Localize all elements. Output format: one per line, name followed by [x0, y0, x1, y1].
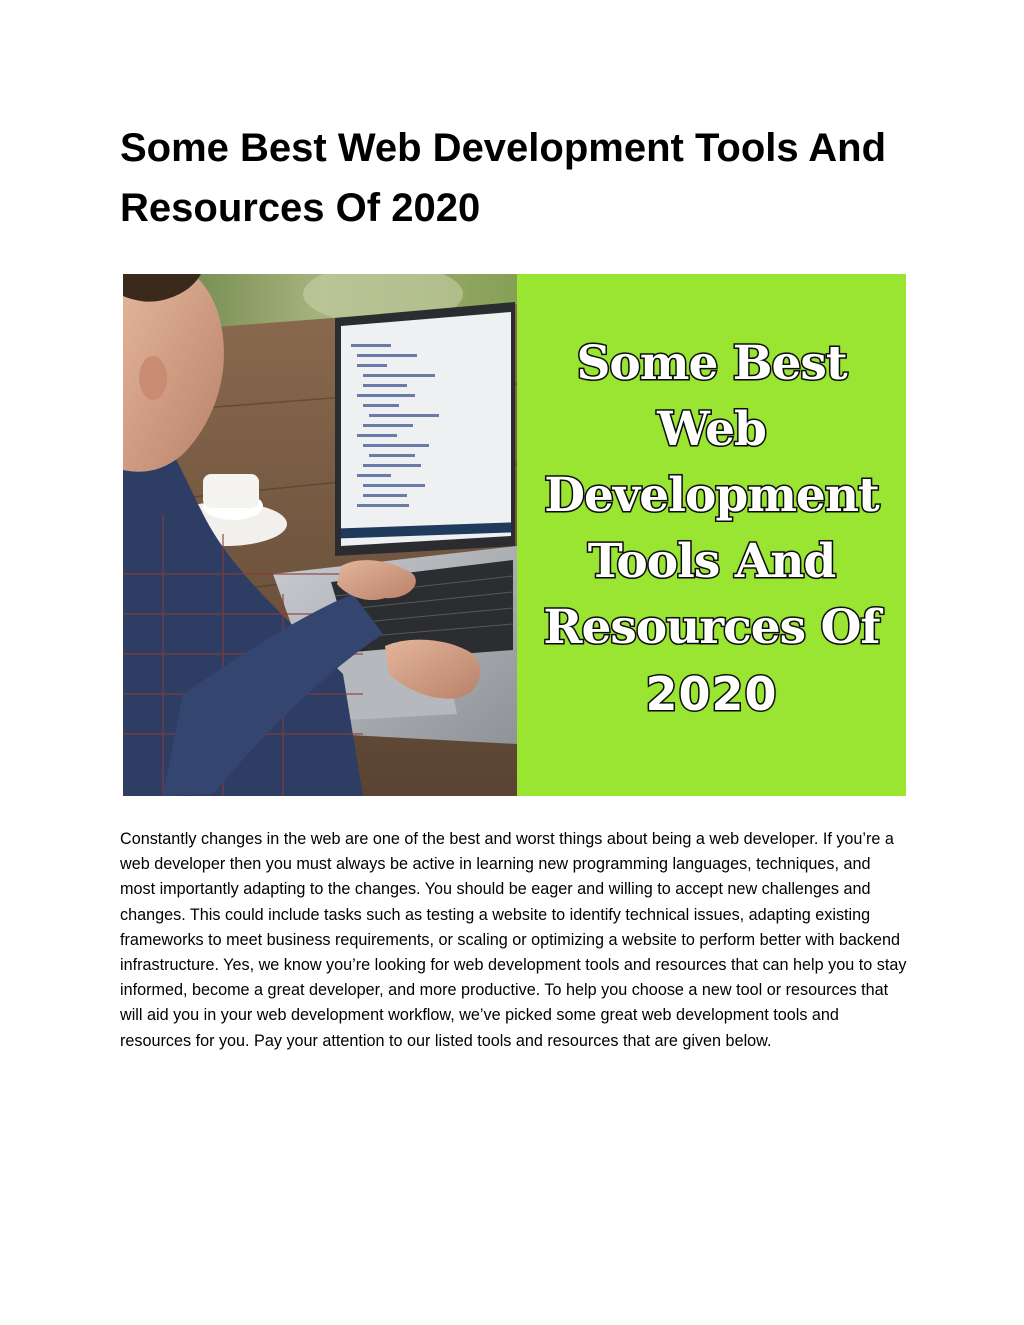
hero-photo-man-at-laptop: [123, 274, 517, 796]
hero-title-line: Tools And: [587, 534, 836, 589]
hero-title-year: 2020: [645, 667, 778, 721]
hero-title-line: Development: [544, 468, 879, 523]
hero-title-line: Resources Of: [543, 600, 880, 655]
hero-image: [123, 274, 906, 796]
hero-title-panel: [517, 274, 906, 796]
page-title: Some Best Web Development Tools And Resources Of 2020: [120, 126, 887, 230]
hero-title-line: Web: [657, 402, 766, 457]
hero-title-line: Some Best: [576, 336, 847, 391]
intro-paragraph: Constantly changes in the web are one of the best and worst things about being a web developer. If you’re a web developer then you must always be active in learning new programming languages, techniques, and most importantly adapting to the changes. You should be eager and willing to accept new challenges and changes. This could include tasks such as testing a website to identify technical issues, adapting existing frameworks to meet business requirements, or scaling or optimizing a website to perform better with backend infrastructure. Yes, we know you’re looking for web development tools and resources that can help you to stay informed, become a great developer, and more productive. To help you choose a new tool or resources that will aid you in your web development workflow, we’ve picked some great web development tools and resources for you. Pay your attention to our listed tools and resources that are given below.: [120, 830, 907, 1050]
